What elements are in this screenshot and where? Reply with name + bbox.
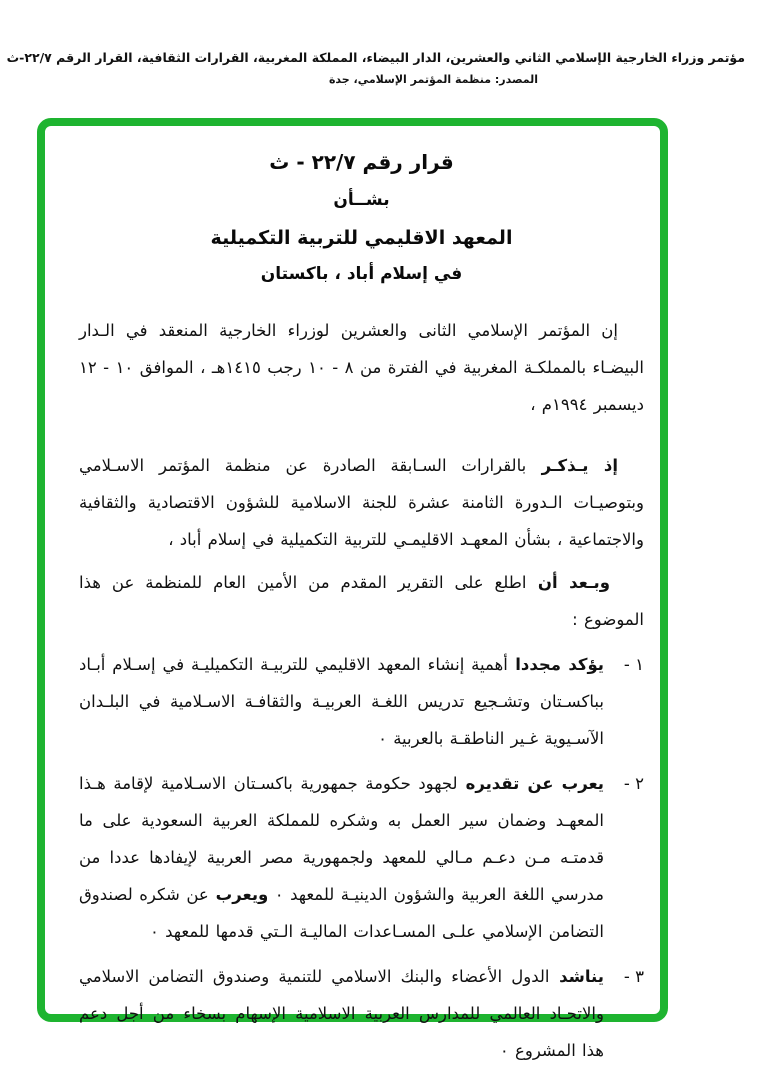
resolution-frame [37,118,668,1060]
resolution-subject-title: المعهد الاقليمي للتربية التكميلية [210,227,513,249]
resolution-item-2 [79,765,644,950]
item-text: يناشد الدول الأعضاء والبنك الاسلامي للتنمية وصندوق التضامن الاسلامي والاتحـاد العالمي للمدارس العربية الاسلامية الإسهام بسخاء من أجل دعم هذا المشروع ٠ [79,967,604,1060]
document-header [6,50,745,86]
preamble-recalling-paragraph: إذ يـذكـر بالقرارات السـابقة الصادرة عن منظمة المؤتمر الاسـلامي وبتوصيـات الـدورة الثامنة عشرة للجنة الاسلامية للشؤون الاقتصادية والثقافية والاجتماعية ، بشأن المعهـد الاقليمـي للتربية التكميلية في إسلام أباد ، [79,456,644,549]
preamble-session-paragraph: إن المؤتمر الإسلامي الثانى والعشرين لوزراء الخارجية المنعقد في الـدار البيضـاء بالمملكـة المغربية في الفترة من ٨ - ١٠ رجب ١٤١٥هـ ، الموافق ١٠ - ١٢ ديسمبر ١٩٩٤م ، [79,321,644,414]
item-text: يعرب عن تقديره لجهود حكومة جمهورية باكسـتان الاسـلامية لإقامة هـذا المعهـد وضمان سير العمل به وشكره للمملكة العربية السعودية على ما قدمتـه مـن دعـم مـالي للمعهد ولجمهورية مصر العربية لإيفادها عددا من مدرسي اللغة العربية والشؤون الدينيـة للمعهد ٠ ويعرب عن شكره لصندوق التضامن الإسلامي علـى المسـاعدات الماليـة الـتي قدمها للمعهد ٠ [79,774,604,941]
resolution-title-block [79,150,644,284]
preamble-report-paragraph: وبـعد أن اطلع على التقرير المقدم من الأمين العام للمنظمة عن هذا الموضوع : [79,573,644,629]
resolution-content [45,126,660,1060]
resolution-item-1 [79,646,644,757]
header-publisher-line: المصدر: منظمة المؤتمر الإسلامي، جدة [328,73,539,86]
item-number: ٣ - [623,967,644,986]
resolution-number-title: قرار رقم ٢٢/٧ - ث [269,150,454,174]
item-text: يؤكد مجددا أهمية إنشاء المعهد الاقليمي للتربيـة التكميليـة في إسـلام أبـاد بباكسـتان وتشـجيع تدريس اللغـة العربيـة والثقافـة الاسـلامية في البلـدان الآسـيوية غـير الناطقـة بالعربية ٠ [79,655,605,748]
resolution-regarding-title: بشــأن [333,190,390,210]
header-source-line: مؤتمر وزراء الخارجية الإسلامي الثاني والعشرين، الدار البيضاء، المملكة المغربية، القرارات الثقافية، القرار الرقم ٢٢/٧-ث [6,50,745,65]
resolution-items [79,646,644,1069]
resolution-item-3 [79,958,644,1069]
item-number: ٢ - [623,774,644,793]
item-number: ١ - [623,655,644,674]
resolution-location-title: في إسلام أباد ، باكستان [260,264,463,284]
